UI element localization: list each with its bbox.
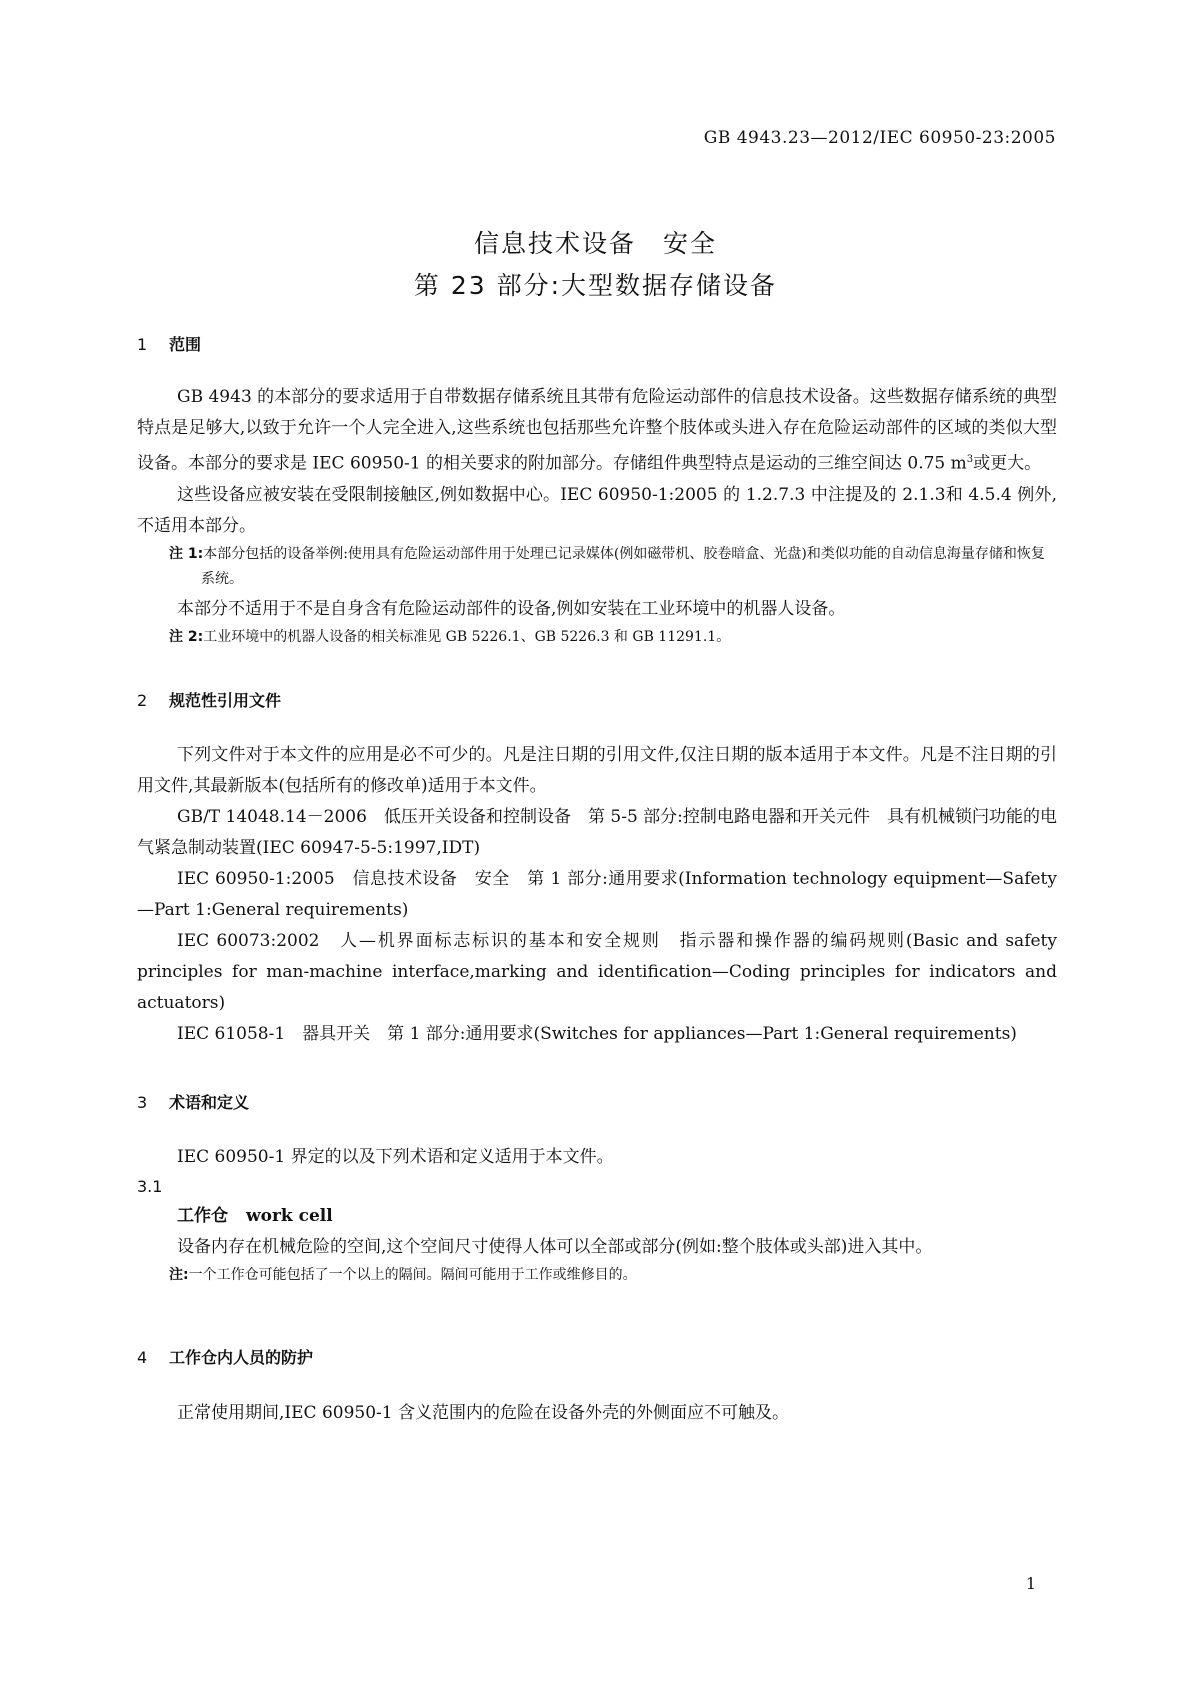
section-1-body [137, 382, 1057, 650]
note-label: 注: [169, 1267, 189, 1283]
section-4-heading [137, 1345, 1057, 1368]
note-2: 注 2:工业环境中的机器人设备的相关标准见 GB 5226.1、GB 5226.3 和 GB 11291.1。 [169, 628, 731, 645]
section-title: 范围 [169, 335, 202, 354]
page-number: 1 [1025, 1574, 1036, 1593]
document-title-line2: 第 23 部分:大型数据存储设备 [413, 271, 778, 300]
reference-item: IEC 61058-1 器具开关 第 1 部分:通用要求(Switches for appliances—Part 1:General requirements) [177, 1024, 1017, 1044]
section-3-body [137, 1142, 1057, 1288]
term-note: 注:一个工作仓可能包括了一个以上的隔间。隔间可能用于工作或维修目的。 [169, 1267, 637, 1283]
term-chinese: 工作仓 [177, 1206, 228, 1226]
section-1-heading [137, 332, 1057, 355]
section-3-heading [137, 1090, 1057, 1113]
section-3 [137, 1090, 1057, 1113]
section-title: 术语和定义 [169, 1093, 250, 1112]
section-2-body [137, 740, 1057, 1050]
section-number: 4 [137, 1348, 148, 1367]
document-title-line1: 信息技术设备 安全 [473, 229, 717, 258]
section-1 [137, 332, 1057, 355]
note-1: 注 1:本部分包括的设备举例:使用具有危险运动部件用于处理已记录媒体(例如磁带机、胶卷暗盒、光盘)和类似功能的自动信息海量存储和恢复系统。 [169, 545, 1045, 587]
subclause-number: 3.1 [137, 1177, 163, 1196]
paragraph: 这些设备应被安装在受限制接触区,例如数据中心。IEC 60950-1:2005 的 1.2.7.3 中注提及的 2.1.3和 4.5.4 例外,不适用本部分。 [137, 484, 1057, 536]
term-entry [137, 1201, 1057, 1232]
paragraph: 下列文件对于本文件的应用是必不可少的。凡是注日期的引用文件,仅注日期的版本适用于本文件。凡是不注日期的引用文件,其最新版本(包括所有的修改单)适用于本文件。 [137, 745, 1057, 796]
section-4-body [137, 1398, 1057, 1429]
reference-item: GB/T 14048.14－2006 低压开关设备和控制设备 第 5-5 部分:控制电路电器和开关元件 具有机械锁闩功能的电气紧急制动装置(IEC 60947-5-5:1997,IDT) [137, 807, 1057, 858]
standard-code: GB 4943.23—2012/IEC 60950-23:2005 [703, 128, 1056, 148]
section-number: 3 [137, 1093, 148, 1112]
paragraph: GB 4943 的本部分的要求适用于自带数据存储系统且其带有危险运动部件的信息技术设备。这些数据存储系统的典型特点是足够大,以致于允许一个人完全进入,这些系统也包括那些允许整个肢体或头进入存在危险运动部件的区域的类似大型设备。本部分的要求是 IEC 60950-1 的相关要求的附加部分。存储组件典型特点是运动的三维空间达 0.75 $m^3$或更大。 [137, 387, 1057, 474]
paragraph: 本部分不适用于不是自身含有危险运动部件的设备,例如安装在工业环境中的机器人设备。 [177, 598, 846, 619]
reference-item: IEC 60950-1:2005 信息技术设备 安全 第 1 部分:通用要求(Information technology equipment—Safety—Part 1:General requirements) [137, 869, 1057, 920]
section-2-heading [137, 688, 1057, 711]
paragraph: IEC 60950-1 界定的以及下列术语和定义适用于本文件。 [177, 1147, 614, 1167]
superscript: 3 [966, 454, 974, 465]
section-title: 规范性引用文件 [169, 691, 282, 710]
note-label: 注 2: [169, 628, 204, 645]
section-number: 2 [137, 691, 148, 710]
section-2 [137, 688, 1057, 711]
section-4 [137, 1345, 1057, 1368]
reference-item: IEC 60073:2002 人—机界面标志标识的基本和安全规则 指示器和操作器的编码规则(Basic and safety principles for man-machine interface,marking and identification—Coding principles for indicators and actuators) [137, 931, 1057, 1013]
section-number: 1 [137, 335, 148, 354]
paragraph: 正常使用期间,IEC 60950-1 含义范围内的危险在设备外壳的外侧面应不可触及。 [177, 1403, 789, 1423]
section-title: 工作仓内人员的防护 [169, 1348, 314, 1367]
note-label: 注 1: [169, 545, 204, 562]
term-english: work cell [246, 1206, 333, 1226]
term-definition: 设备内存在机械危险的空间,这个空间尺寸使得人体可以全部或部分(例如:整个肢体或头部)进入其中。 [177, 1237, 933, 1257]
